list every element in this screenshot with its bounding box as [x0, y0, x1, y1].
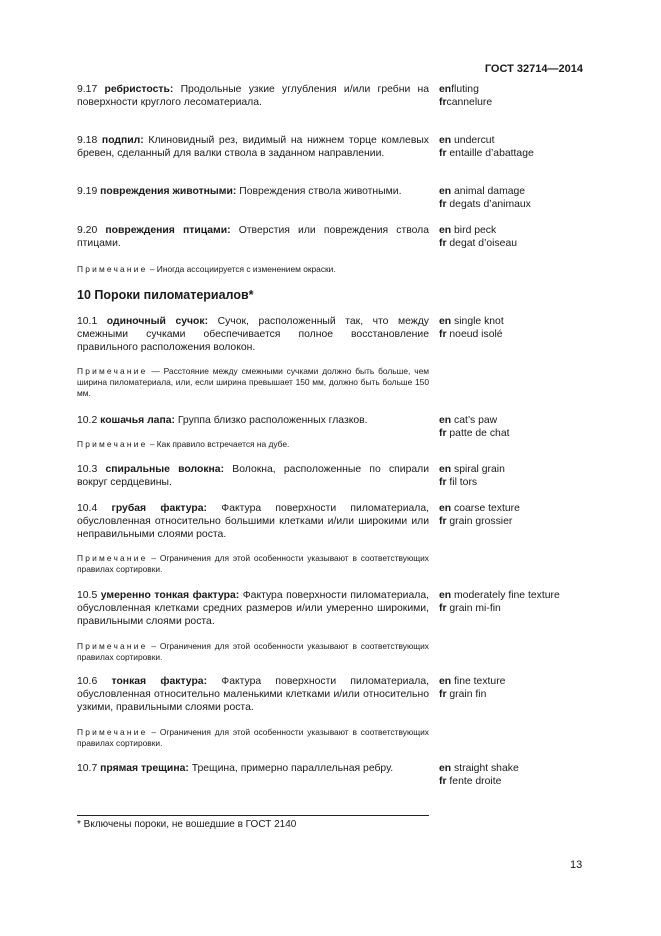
section-heading: 10 Пороки пиломатериалов* — [77, 288, 254, 302]
footnote: * Включены пороки, не вошедшие в ГОСТ 2140 — [77, 819, 297, 830]
note: Примечание – Ограничения для этой особенности указывают в соответствующих правилах сортировки. — [77, 727, 429, 748]
page-number: 13 — [570, 859, 583, 871]
term-definition: 10.5 умеренно тонкая фактура: Фактура поверхности пиломатериала, обусловленная клетками средних размеров и/или умеренно широкими, правильными слоями роста. — [77, 590, 429, 627]
term-translations: en straight shake fr fente droite — [439, 763, 519, 787]
term-translations: en single knot fr noeud isolé — [439, 316, 504, 340]
term-definition: 9.19 повреждения животными: Повреждения ствола животными. — [77, 186, 402, 197]
term-definition: 9.20 повреждения птицами: Отверстия или повреждения ствола птицами. — [77, 225, 430, 249]
term-definition: 10.1 одиночный сучок: Сучок, расположенный так, что между смежными сучками обеспечивается полное восстановление правильного расположения волокон. — [77, 316, 430, 353]
term-definition: 10.7 прямая трещина: Трещина, примерно параллельная ребру. — [77, 763, 394, 774]
term-definition: 9.17 ребристость: Продольные узкие углубления и/или гребни на поверхности круглого лесоматериала. — [77, 84, 430, 108]
note: Примечание – Ограничения для этой особенности указывают в соответствующих правилах сортировки. — [77, 641, 429, 662]
document-header: ГОСТ 32714—2014 — [484, 63, 583, 75]
term-translations: en coarse texture fr grain grossier — [439, 503, 520, 527]
note: Примечание – Ограничения для этой особенности указывают в соответствующих правилах сортировки. — [77, 553, 429, 574]
note: Примечание – Как правило встречается на дубе. — [77, 439, 290, 449]
term-translations: en bird peck fr degat d’oiseau — [439, 225, 518, 249]
term-definition: 9.18 подпил: Клиновидный рез, видимый на нижнем торце комлевых бревен, сделанный для валки ствола в заданном направлении. — [77, 135, 430, 159]
term-translations: en animal damage fr degats d’animaux — [439, 186, 531, 210]
term-definition: 10.6 тонкая фактура: Фактура поверхности пиломатериала, обусловленная относительно маленькими клетками и/или относительно узкими, правильными слоями роста. — [77, 676, 429, 713]
footnote-divider — [77, 815, 429, 816]
term-translations: en spiral grain fr fil tors — [439, 464, 505, 488]
term-translations: en moderately fine texture fr grain mi-fin — [439, 590, 560, 614]
term-definition: 10.2 кошачья лапа: Группа близко расположенных глазков. — [77, 415, 368, 426]
term-translations: en cat’s paw fr patte de chat — [439, 415, 510, 439]
term-translations: en undercut fr entaille d’abattage — [439, 135, 534, 159]
note: Примечание – Иногда ассоциируется с изменением окраски. — [77, 264, 336, 274]
term-definition: 10.3 спиральные волокна: Волокна, расположенные по спирали вокруг сердцевины. — [77, 464, 430, 488]
term-definition: 10.4 грубая фактура: Фактура поверхности пиломатериала, обусловленная относительно большими клетками и/или широкими или неправильными слоями роста. — [77, 503, 430, 540]
term-translations: enfluting frcannelure — [439, 84, 493, 108]
note: Примечание — Расстояние между смежными сучками должно быть больше, чем ширина пиломатериала, или, если ширина превышает 150 мм, должно быть больше 150 мм. — [77, 366, 430, 398]
term-translations: en fine texture fr grain fin — [439, 676, 506, 700]
